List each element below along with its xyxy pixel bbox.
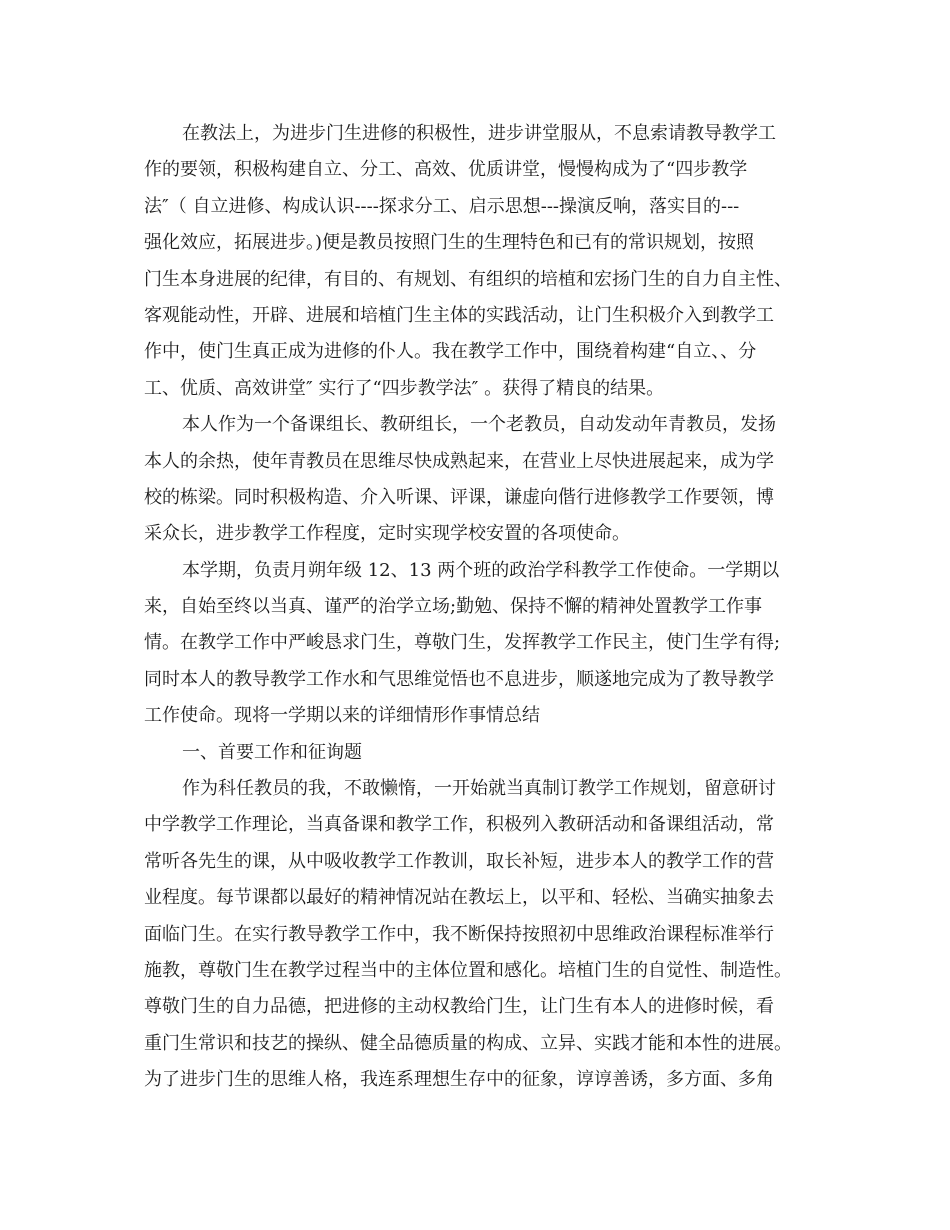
paragraph-first-line: 本人作为一个备课组长、教研组长，一个老教员，自动发动年青教员，发扬 (182, 414, 776, 436)
text-line: 业程度。每节课都以最好的精神情况站在教坛上，以平和、轻松、当确实抽象去 (144, 887, 774, 909)
text-line: 同时本人的教导教学工作水和气思维觉悟也不息进步，顺遂地完成为了教导教学 (144, 668, 774, 690)
text-line: 为了进步门生的思维人格，我连系理想生存中的征象，谆谆善诱，多方面、多角 (144, 1069, 774, 1091)
text-line: 施教，尊敬门生在教学过程当中的主体位置和感化。培植门生的自觉性、制造性。 (144, 959, 792, 981)
text-line: 面临门生。在实行教导教学工作中，我不断保持按照初中思维政治课程标准举行 (144, 923, 774, 945)
text-line: 强化效应，拓展进步。)便是教员按照门生的生理特色和已有的常识规划，按照 (144, 232, 755, 254)
text-line: 门生本身进展的纪律，有目的、有规划、有组织的培植和宏扬门生的自力自主性、 (144, 268, 792, 290)
text-line: 情。在教学工作中严峻恳求门生，尊敬门生，发挥教学工作民主，使门生学有得; (144, 632, 781, 654)
text-line: 工、优质、高效讲堂″ 实行了“四步教学法″ 。获得了精良的结果。 (144, 377, 665, 399)
text-line: 常听各先生的课，从中吸收教学工作教训，取长补短，进步本人的教学工作的营 (144, 850, 774, 872)
text-line: 来，自始至终以当真、谨严的治学立场;勤勉、保持不懈的精神处置教学工作事 (144, 596, 763, 618)
text-line: 作中，使门生真正成为进修的仆人。我在教学工作中，围绕着构建“自立、、分 (144, 341, 757, 363)
text-line: 法″（ 自立进修、构成认识----探求分工、启示思想---操演反响，落实目的--- (144, 195, 740, 217)
text-line: 校的栋梁。同时积极构造、介入听课、评课，谦虚向偕行进修教学工作要领，博 (144, 486, 774, 508)
text-line: 采众长，进步教学工作程度，定时实现学校安置的各项使命。 (144, 523, 630, 545)
text-line: 客观能动性，开辟、进展和培植门生主体的实践活动，让门生积极介入到教学工 (144, 304, 774, 326)
paragraph-first-line: 作为科任教员的我，不敢懒惰，一开始就当真制订教学工作规划，留意研讨 (182, 778, 776, 800)
document-body (144, 116, 824, 1099)
paragraph-first-line: 一、首要工作和征询题 (182, 741, 362, 763)
paragraph-first-line: 本学期，负责月朔年级 12、13 两个班的政治学科教学工作使命。一学期以 (182, 559, 780, 581)
text-line: 尊敬门生的自力品德，把进修的主动权教给门生，让门生有本人的进修时候，看 (144, 996, 774, 1018)
text-line: 中学教学工作理论，当真备课和教学工作，积极列入教研活动和备课组活动，常 (144, 814, 774, 836)
text-line: 重门生常识和技艺的操纵、健全品德质量的构成、立异、实践才能和本性的进展。 (144, 1032, 792, 1054)
text-line: 作的要领，积极构建自立、分工、高效、优质讲堂，慢慢构成为了“四步教学 (144, 159, 748, 181)
text-line: 工作使命。现将一学期以来的详细情形作事情总结 (144, 705, 540, 727)
paragraph-first-line: 在教法上，为进步门生进修的积极性，进步讲堂服从，不息索请教导教学工 (182, 123, 776, 144)
text-line: 本人的余热，使年青教员在思维尽快成熟起来，在营业上尽快进展起来，成为学 (144, 450, 774, 472)
